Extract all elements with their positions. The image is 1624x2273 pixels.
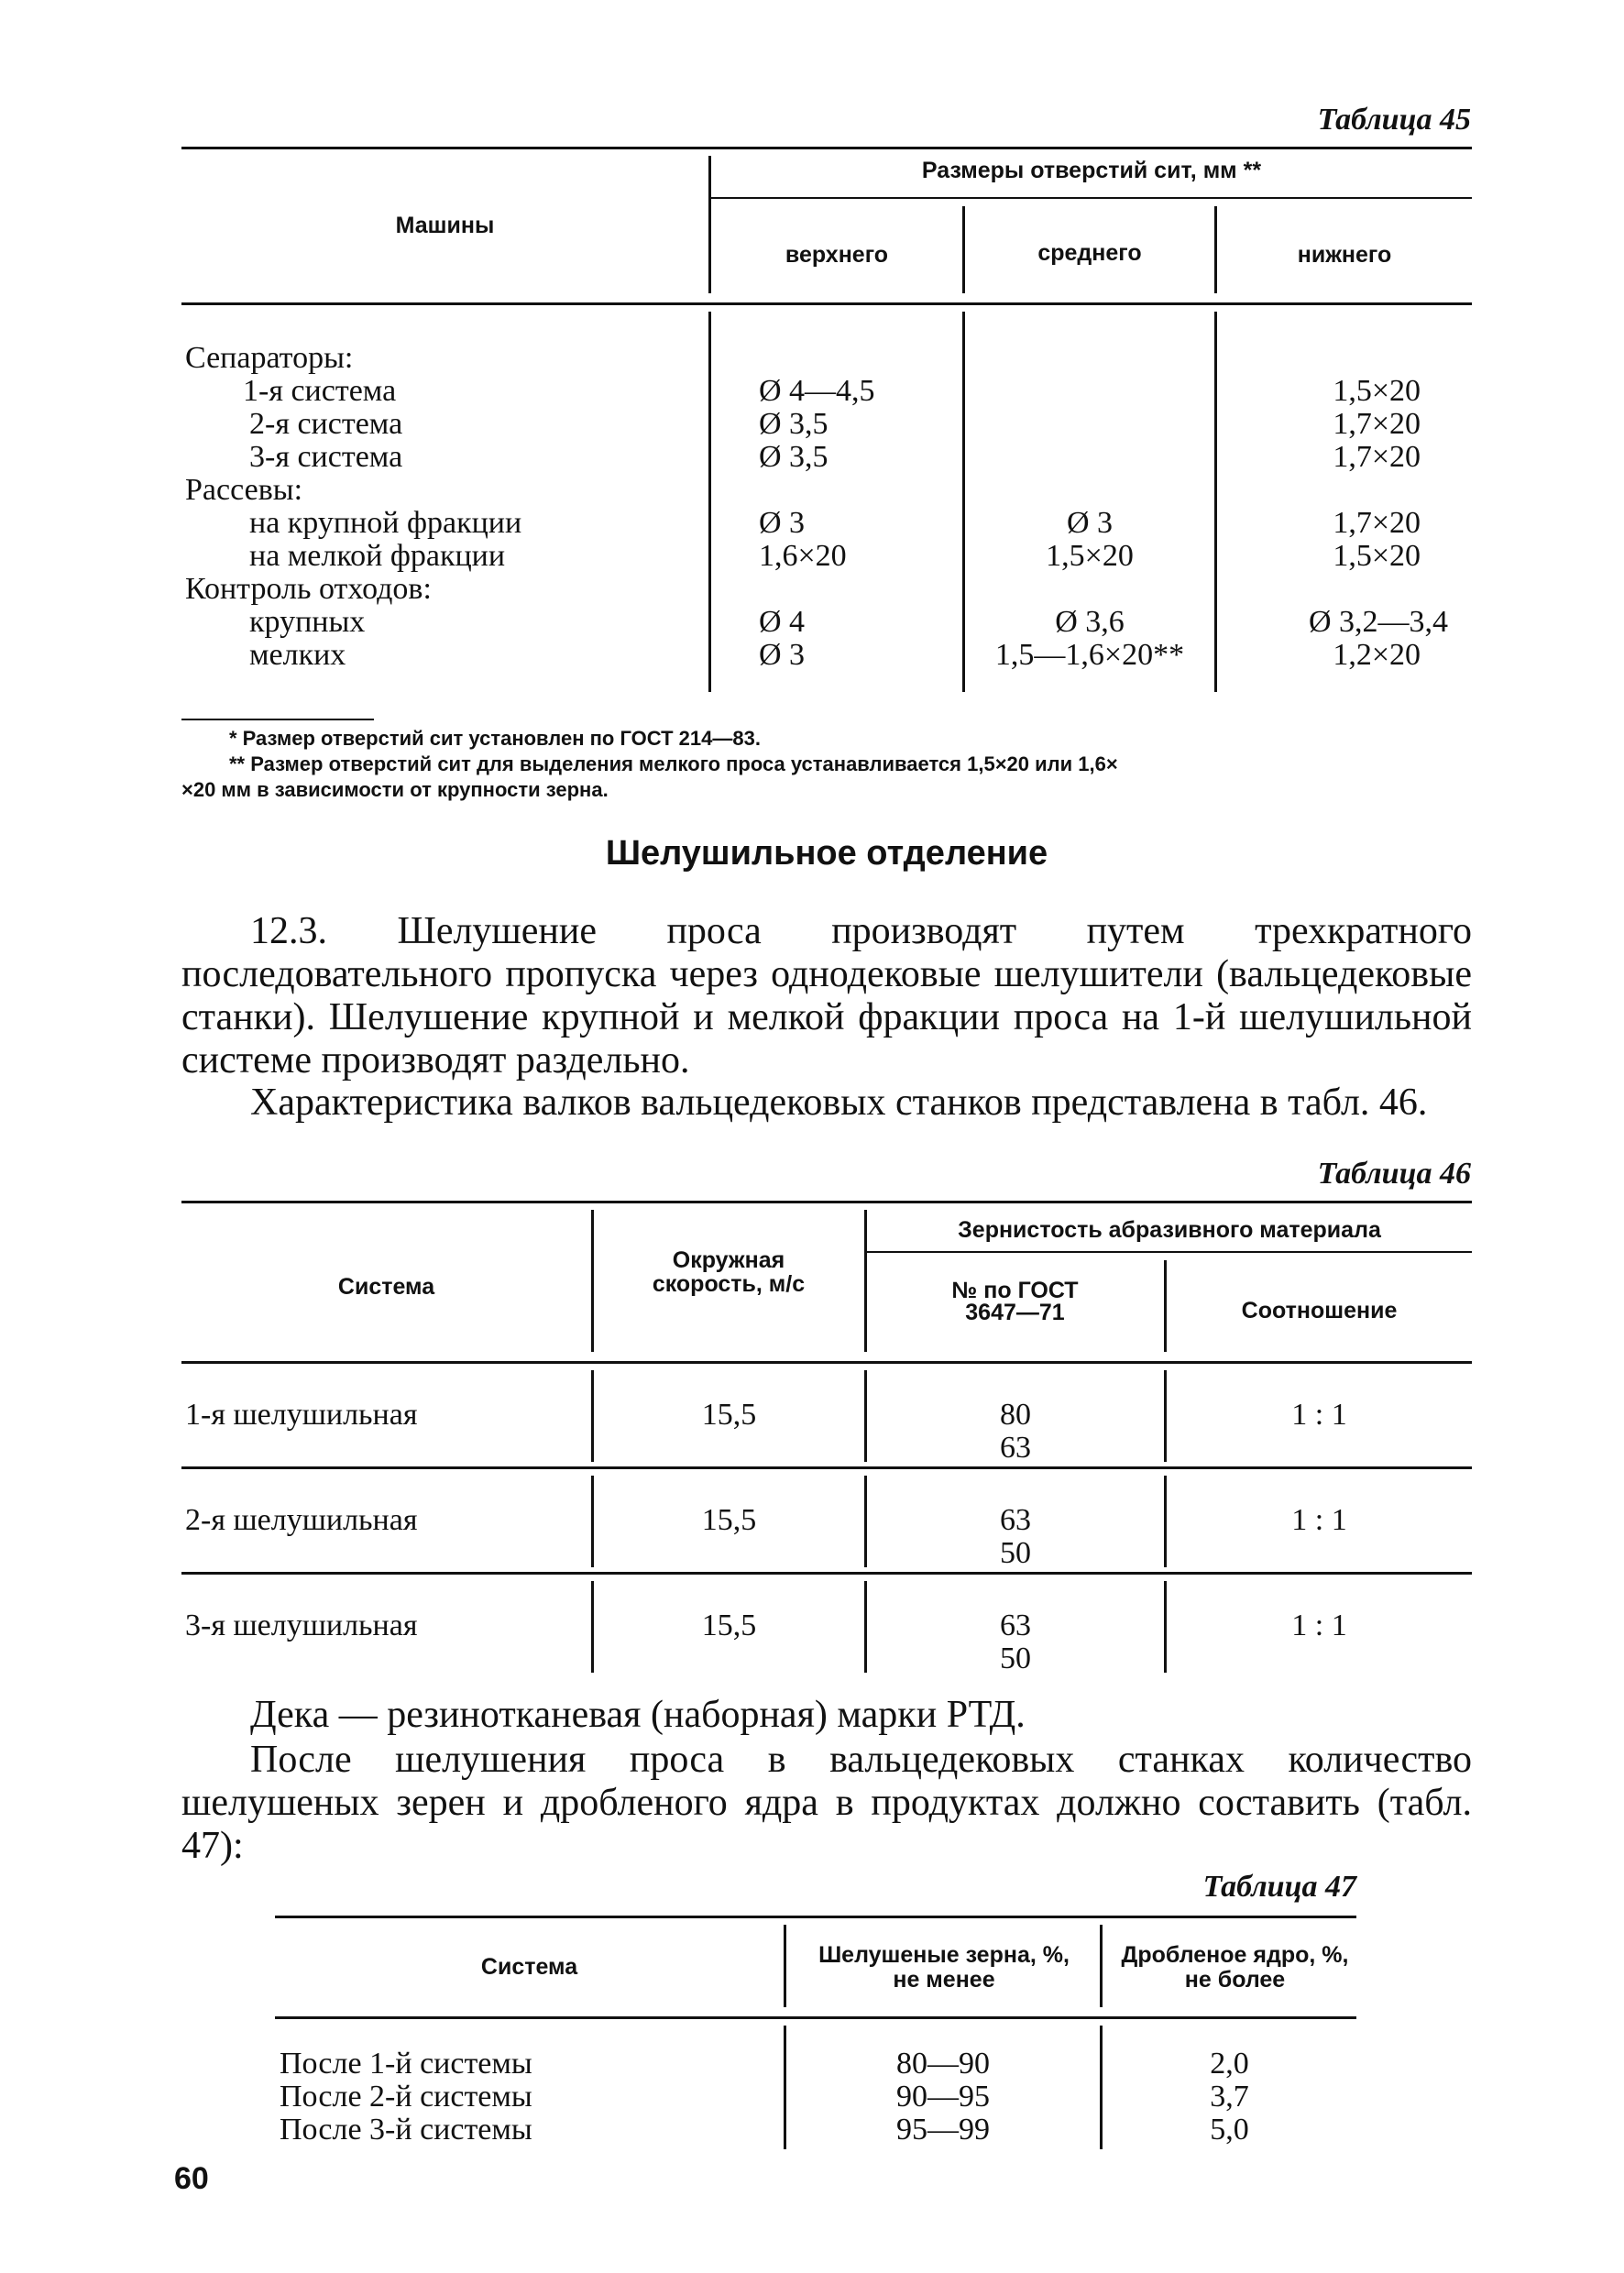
table45-lower-cell: 1,7×20	[1333, 440, 1421, 474]
table45-lower-cell: 1,7×20	[1333, 407, 1421, 441]
paragraph-12-3: 12.3. Шелушение проса производят путем трехкратного последовательного пропуска через однодековые шелушители (вальцедековые станки). Шелушение крупной и мелкой фракции проса на 1-й шелушильной системе производят раздельно.	[181, 910, 1472, 1082]
table47-header-system: Система	[480, 1954, 578, 1980]
table45-lower-cell: 1,7×20	[1333, 506, 1421, 540]
table47-hulled-cell: 80—90	[896, 2047, 990, 2081]
table47-hulled-cell: 95—99	[896, 2113, 990, 2147]
table46-row-rule	[181, 1466, 1472, 1469]
table47-system-cell: После 1-й системы	[280, 2047, 532, 2081]
table45-row-name: 3-я система	[249, 440, 403, 474]
table45-row-name: крупных	[249, 605, 366, 639]
table47-crushed-cell: 2,0	[1210, 2047, 1249, 2081]
table46-speed-cell: 15,5	[701, 1609, 757, 1642]
table45-upper-cell: Ø 3,5	[759, 407, 828, 441]
paragraph-table47-ref: После шелушения проса в вальцедековых станках количество шелушеных зерен и дробленого ядра в продуктах должно составить (табл. 47):	[181, 1739, 1472, 1867]
footnote-rule	[181, 719, 374, 720]
table45-middle-cell: Ø 3,6	[1055, 605, 1125, 639]
table45-row-name: Контроль отходов:	[185, 572, 432, 606]
table45-body-divider-1	[708, 312, 711, 692]
paragraph-table46-ref: Характеристика валков вальцедековых станков представлена в табл. 46.	[250, 1082, 1428, 1124]
table46-header-system: Система	[337, 1274, 435, 1300]
table46-system-cell: 1-я шелушильная	[185, 1398, 418, 1432]
table46-gost-cell: 63	[1000, 1431, 1031, 1465]
table47-crushed-cell: 3,7	[1210, 2080, 1249, 2114]
table46-gost-cell: 63	[1000, 1503, 1031, 1537]
table45-caption: Таблица 45	[1317, 103, 1471, 137]
table46-row-rule	[181, 1572, 1472, 1575]
table47-header-rule	[275, 2016, 1356, 2019]
table46-top-rule	[181, 1201, 1472, 1203]
table46-speed-cell: 15,5	[701, 1398, 757, 1432]
table45-upper-cell: Ø 4	[759, 605, 806, 639]
table45-group-rule	[710, 197, 1472, 199]
table45-lower-cell: 1,2×20	[1333, 638, 1421, 672]
table45-row-name: на крупной фракции	[249, 506, 522, 540]
paragraph-deck: Дека — резинотканевая (наборная) марки РТД.	[250, 1694, 1026, 1736]
table47-crushed-cell: 5,0	[1210, 2113, 1249, 2147]
table46-col-divider-1	[591, 1210, 594, 1352]
table45-upper-cell: Ø 3	[759, 506, 806, 540]
table45-top-rule	[181, 147, 1472, 149]
table46-ratio-cell: 1 : 1	[1291, 1609, 1347, 1642]
table45-body-divider-3	[1214, 312, 1217, 692]
table45-header-middle: среднего	[1037, 240, 1142, 266]
table45-lower-cell: 1,5×20	[1333, 539, 1421, 573]
table46-ratio-cell: 1 : 1	[1291, 1398, 1347, 1432]
table45-middle-cell: 1,5×20	[1046, 539, 1134, 573]
table45-lower-cell: 1,5×20	[1333, 374, 1421, 408]
table47-col-divider-1	[784, 1925, 786, 2007]
table45-upper-cell: Ø 4—4,5	[759, 374, 875, 408]
table47-header-crushed: Дробленое ядро, %, не более	[1121, 1942, 1349, 1993]
table46-gost-cell: 63	[1000, 1609, 1031, 1642]
table45-row-name: Рассевы:	[185, 473, 303, 507]
table45-header-upper: верхнего	[785, 242, 889, 268]
section-title: Шелушильное отделение	[605, 834, 1048, 873]
table46-header-group: Зернистость абразивного материала	[958, 1217, 1381, 1243]
table46-gost-cell: 50	[1000, 1642, 1031, 1675]
table45-header-rule	[181, 302, 1472, 305]
table45-upper-cell: 1,6×20	[759, 539, 847, 573]
table46-system-cell: 3-я шелушильная	[185, 1609, 418, 1642]
table46-ratio-cell: 1 : 1	[1291, 1503, 1347, 1537]
table46-gost-cell: 80	[1000, 1398, 1031, 1432]
table45-header-group: Размеры отверстий сит, мм **	[921, 158, 1262, 183]
table46-system-cell: 2-я шелушильная	[185, 1503, 418, 1537]
table45-upper-cell: Ø 3,5	[759, 440, 828, 474]
table46-caption: Таблица 46	[1317, 1157, 1471, 1191]
table45-row-name: Сепараторы:	[185, 341, 354, 375]
table46-header-gost: № по ГОСТ 3647—71	[951, 1278, 1079, 1325]
table46-gost-cell: 50	[1000, 1536, 1031, 1570]
table46-header-speed: Окружная скорость, м/с	[652, 1247, 806, 1297]
table45-header-machines: Машины	[395, 213, 495, 238]
table45-lower-cell: Ø 3,2—3,4	[1308, 605, 1448, 639]
table46-speed-cell: 15,5	[701, 1503, 757, 1537]
table45-row-name: на мелкой фракции	[249, 539, 506, 573]
table47-header-hulled: Шелушеные зерна, %, не менее	[818, 1942, 1070, 1993]
table45-row-name: мелких	[249, 638, 346, 672]
table45-middle-cell: 1,5—1,6×20**	[994, 638, 1185, 672]
table47-col-divider-2	[1100, 1925, 1103, 2007]
table45-header-lower: нижнего	[1297, 242, 1392, 268]
table47-hulled-cell: 90—95	[896, 2080, 990, 2114]
table46-header-ratio: Соотношение	[1241, 1298, 1398, 1323]
footnote-2: ** Размер отверстий сит для выделения мелкого проса устанавливается 1,5×20 или 1,6×	[229, 752, 1118, 775]
table46-group-rule	[866, 1251, 1472, 1253]
table45-row-name: 2-я система	[249, 407, 403, 441]
table45-row-name: 1-я система	[243, 374, 397, 408]
table47-top-rule	[275, 1916, 1356, 1918]
table47-system-cell: После 3-й системы	[280, 2113, 532, 2147]
table45-middle-cell: Ø 3	[1066, 506, 1114, 540]
table45-upper-cell: Ø 3	[759, 638, 806, 672]
table47-caption: Таблица 47	[1202, 1870, 1356, 1904]
page-number: 60	[174, 2161, 209, 2196]
footnote-1: * Размер отверстий сит установлен по ГОСТ 214—83.	[229, 727, 761, 750]
table47-system-cell: После 2-й системы	[280, 2080, 532, 2114]
table46-header-rule	[181, 1361, 1472, 1364]
footnote-2-cont: ×20 мм в зависимости от крупности зерна.	[181, 778, 609, 801]
